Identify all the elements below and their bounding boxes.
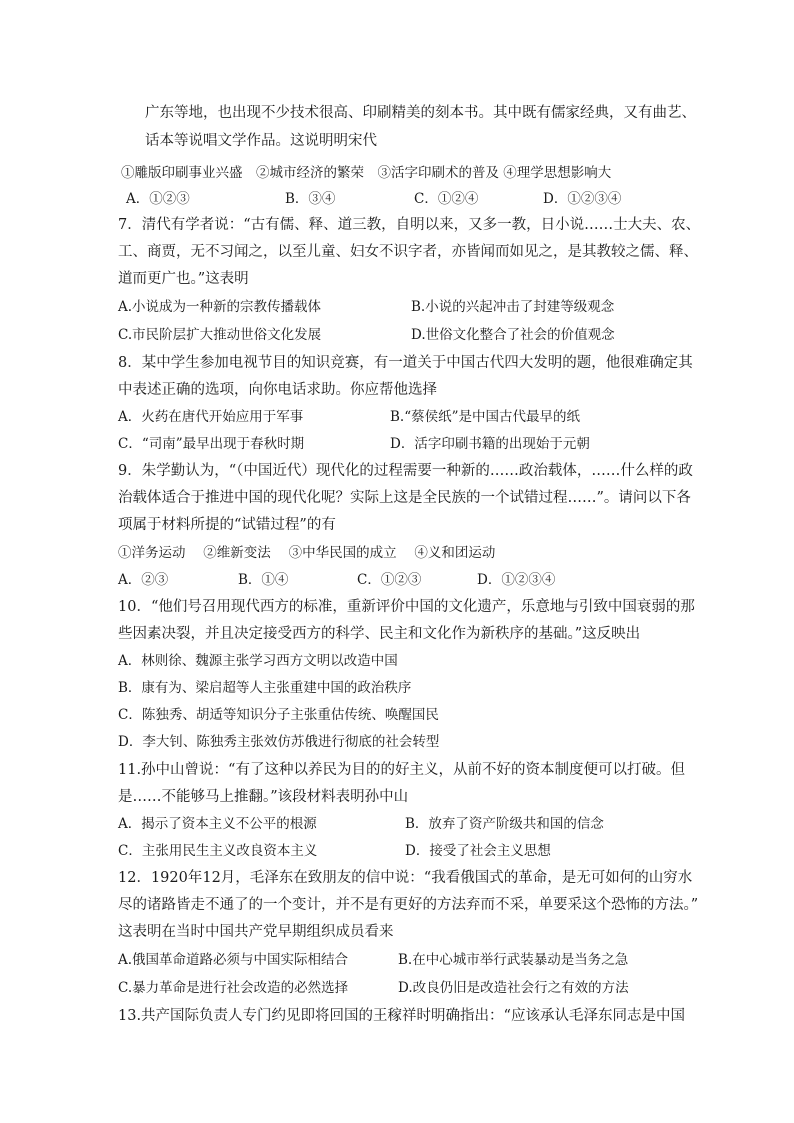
q6-stem-line-1: 广东等地，也出现不少技术很高、印刷精美的刻本书。其中既有儒家经典，又有曲艺、 — [145, 105, 696, 121]
q7-option-d: D.世俗文化整合了社会的价值观念 — [411, 327, 615, 343]
q10-option-a: A．林则徐、魏源主张学习西方文明以改造中国 — [118, 653, 398, 669]
q6-stem-line-2: 话本等说唱文学作品。这说明明宋代 — [145, 133, 377, 149]
q12-option-d: D.改良仍旧是改造社会行之有效的方法 — [398, 980, 629, 996]
q12-stem-line-2: 尽的诸路皆走不通了的一个变计，并不是有更好的方法弃而不采，单要采这个恐怖的方法。” — [118, 897, 699, 913]
q11-stem-line-2: 是……不能够马上推翻。”该段材料表明孙中山 — [118, 789, 409, 805]
q10-stem-line-1: 10．“他们号召用现代西方的标准，重新评价中国的文化遗产，乐意地与引致中国衰弱的那 — [118, 599, 695, 615]
q6-option-b: B．③④ — [285, 191, 336, 207]
q7-stem-line-1: 7．清代有学者说：“古有儒、释、道三教，自明以来，又多一教，日小说……士大夫、农、 — [118, 217, 701, 233]
q11-stem-line-1: 11.孙中山曾说：“有了这种以养民为目的的好主义，从前不好的资本制度便可以打破。但 — [118, 762, 685, 778]
q10-option-c: C．陈独秀、胡适等知识分子主张重估传统、唤醒国民 — [118, 707, 439, 723]
q11-option-c: C．主张用民生主义改良资本主义 — [118, 843, 318, 859]
q9-option-c: C．①②③ — [357, 572, 422, 588]
q7-stem-line-2: 工、商贾，无不习闻之，以至儿童、妇女不识字者，亦皆闻而如见之，是其教较之儒、释、 — [118, 244, 698, 260]
q8-stem-line-2: 中表述正确的选项，向你电话求助。你应帮他选择 — [118, 382, 437, 398]
q12-option-c: C.暴力革命是进行社会改造的必然选择 — [118, 980, 349, 996]
q11-option-d: D．接受了社会主义思想 — [405, 843, 551, 859]
q13-stem-line-1: 13.共产国际负责人专门约见即将回国的王稼祥时明确指出：“应该承认毛泽东同志是中国 — [118, 1008, 685, 1024]
q12-option-b: B.在中心城市举行武装暴动是当务之急 — [398, 952, 629, 968]
q11-option-b: B．放弃了资产阶级共和国的信念 — [405, 816, 604, 832]
q12-stem-line-1: 12．1920年12月，毛泽东在致朋友的信中说：“我看俄国式的革命，是无可如何的山穷水 — [118, 870, 693, 886]
q9-items: ①洋务运动 ②维新变法 ③中华民国的成立 ④义和团运动 — [118, 545, 496, 561]
q6-option-a: A．①②③ — [126, 191, 190, 207]
q7-option-c: C.市民阶层扩大推动世俗文化发展 — [118, 327, 322, 343]
q10-stem-line-2: 些因素决裂，并且决定接受西方的科学、民主和文化作为新秩序的基础。”这反映出 — [118, 626, 641, 642]
q8-option-a: A．火药在唐代开始应用于军事 — [118, 409, 304, 425]
q8-option-d: D．活字印刷书籍的出现始于元朝 — [390, 436, 590, 452]
q9-stem-line-1: 9．朱学勤认为，“（中国近代）现代化的过程需要一种新的……政治载体，……什么样的政 — [118, 463, 693, 479]
q8-option-b: B.“蔡侯纸”是中国古代最早的纸 — [390, 409, 581, 425]
q6-option-c: C．①②④ — [414, 191, 479, 207]
q7-option-a: A.小说成为一种新的宗教传播载体 — [118, 299, 322, 315]
q8-option-c: C．“司南”最早出现于春秋时期 — [118, 436, 305, 452]
q9-stem-line-2: 治载体适合于推进中国的现代化呢？实际上这是全民族的一个试错过程……”。请问以下各 — [118, 490, 691, 506]
q10-option-b: B．康有为、梁启超等人主张重建中国的政治秩序 — [118, 680, 412, 696]
q9-stem-line-3: 项属于材料所提的“试错过程”的有 — [118, 517, 336, 533]
q7-stem-line-3: 道而更广也。”这表明 — [118, 271, 249, 287]
q6-option-d: D．①②③④ — [543, 191, 622, 207]
q6-items: ①雕版印刷事业兴盛 ②城市经济的繁荣 ③活字印刷术的普及 ④理学思想影响大 — [121, 165, 612, 181]
q9-option-a: A．②③ — [118, 572, 169, 588]
q12-stem-line-3: 这表明在当时中国共产党早期组织成员看来 — [118, 924, 394, 940]
q9-option-b: B．①④ — [238, 572, 289, 588]
q8-stem-line-1: 8．某中学生参加电视节目的知识竞赛，有一道关于中国古代四大发明的题，他很难确定其 — [118, 355, 693, 371]
q10-option-d: D．李大钊、陈独秀主张效仿苏俄进行彻底的社会转型 — [118, 734, 440, 750]
q11-option-a: A．揭示了资本主义不公平的根源 — [118, 816, 317, 832]
q7-option-b: B.小说的兴起冲击了封建等级观念 — [411, 299, 615, 315]
q9-option-d: D．①②③④ — [477, 572, 556, 588]
q12-option-a: A.俄国革命道路必须与中国实际相结合 — [118, 952, 349, 968]
